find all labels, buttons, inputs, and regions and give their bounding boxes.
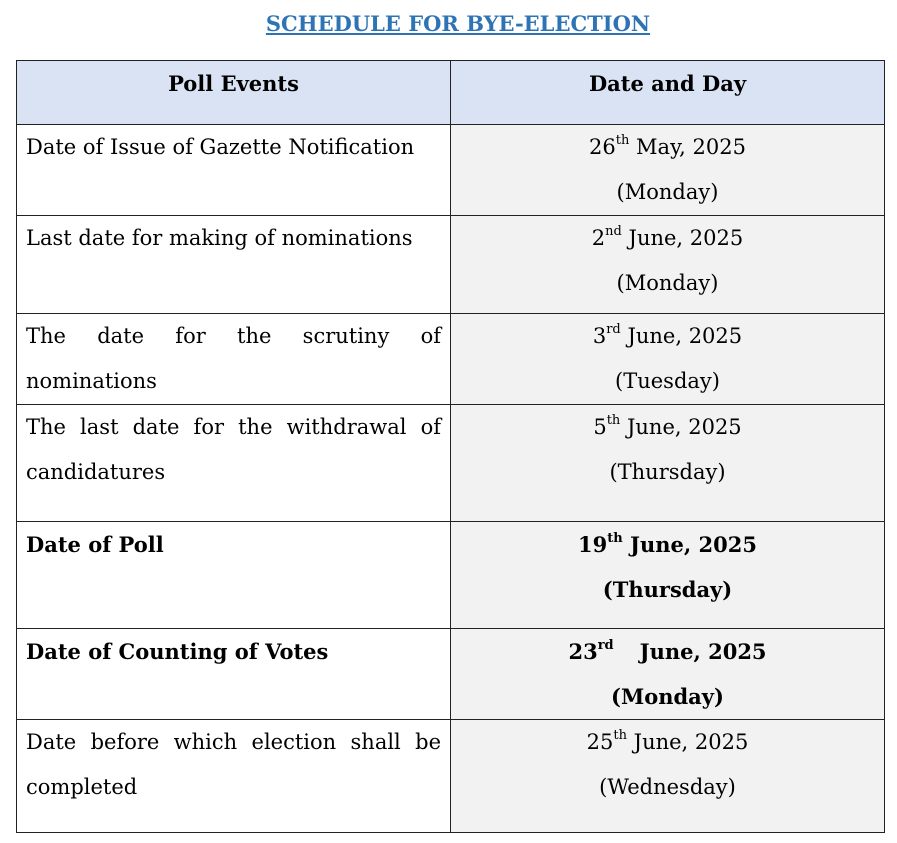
date-line: 25th June, 2025 bbox=[586, 728, 749, 754]
table-row bbox=[17, 522, 885, 629]
day-line: (Thursday) bbox=[609, 460, 726, 484]
date-line: 2nd June, 2025 bbox=[591, 224, 744, 250]
event-cell: Date of Counting of Votes bbox=[17, 629, 451, 720]
event-cell: Date of Issue of Gazette Notification bbox=[17, 125, 451, 216]
table-row bbox=[17, 720, 885, 833]
event-cell: Date before which election shall be completed bbox=[17, 720, 451, 833]
table-row bbox=[17, 405, 885, 522]
day-line: (Thursday) bbox=[602, 577, 733, 602]
date-line: 3rd June, 2025 bbox=[592, 322, 743, 348]
day-line: (Monday) bbox=[616, 180, 719, 204]
event-cell: The date for the scrutiny of nominations bbox=[17, 314, 451, 405]
schedule-table bbox=[16, 60, 885, 833]
header-poll-events: Poll Events bbox=[17, 61, 451, 125]
table-row bbox=[17, 216, 885, 314]
date-cell bbox=[451, 522, 885, 629]
date-line: 19th June, 2025 bbox=[578, 531, 757, 557]
day-line: (Monday) bbox=[616, 271, 719, 295]
date-cell bbox=[451, 405, 885, 522]
table-row bbox=[17, 629, 885, 720]
day-line: (Wednesday) bbox=[599, 775, 736, 799]
day-line: (Tuesday) bbox=[615, 369, 720, 393]
table-row bbox=[17, 125, 885, 216]
date-line: 26th May, 2025 bbox=[589, 133, 746, 159]
table-row bbox=[17, 314, 885, 405]
date-cell bbox=[451, 125, 885, 216]
date-cell bbox=[451, 629, 885, 720]
date-cell bbox=[451, 720, 885, 833]
date-line: 23rd June, 2025 bbox=[568, 638, 767, 664]
table-header-row bbox=[17, 61, 885, 125]
date-cell bbox=[451, 216, 885, 314]
event-cell: The last date for the withdrawal of candidatures bbox=[17, 405, 451, 522]
date-cell bbox=[451, 314, 885, 405]
document-title: SCHEDULE FOR BYE-ELECTION bbox=[265, 11, 651, 36]
header-date-and-day: Date and Day bbox=[451, 61, 885, 125]
event-cell: Last date for making of nominations bbox=[17, 216, 451, 314]
event-cell: Date of Poll bbox=[17, 522, 451, 629]
date-line: 5th June, 2025 bbox=[593, 413, 742, 439]
day-line: (Monday) bbox=[611, 684, 724, 709]
